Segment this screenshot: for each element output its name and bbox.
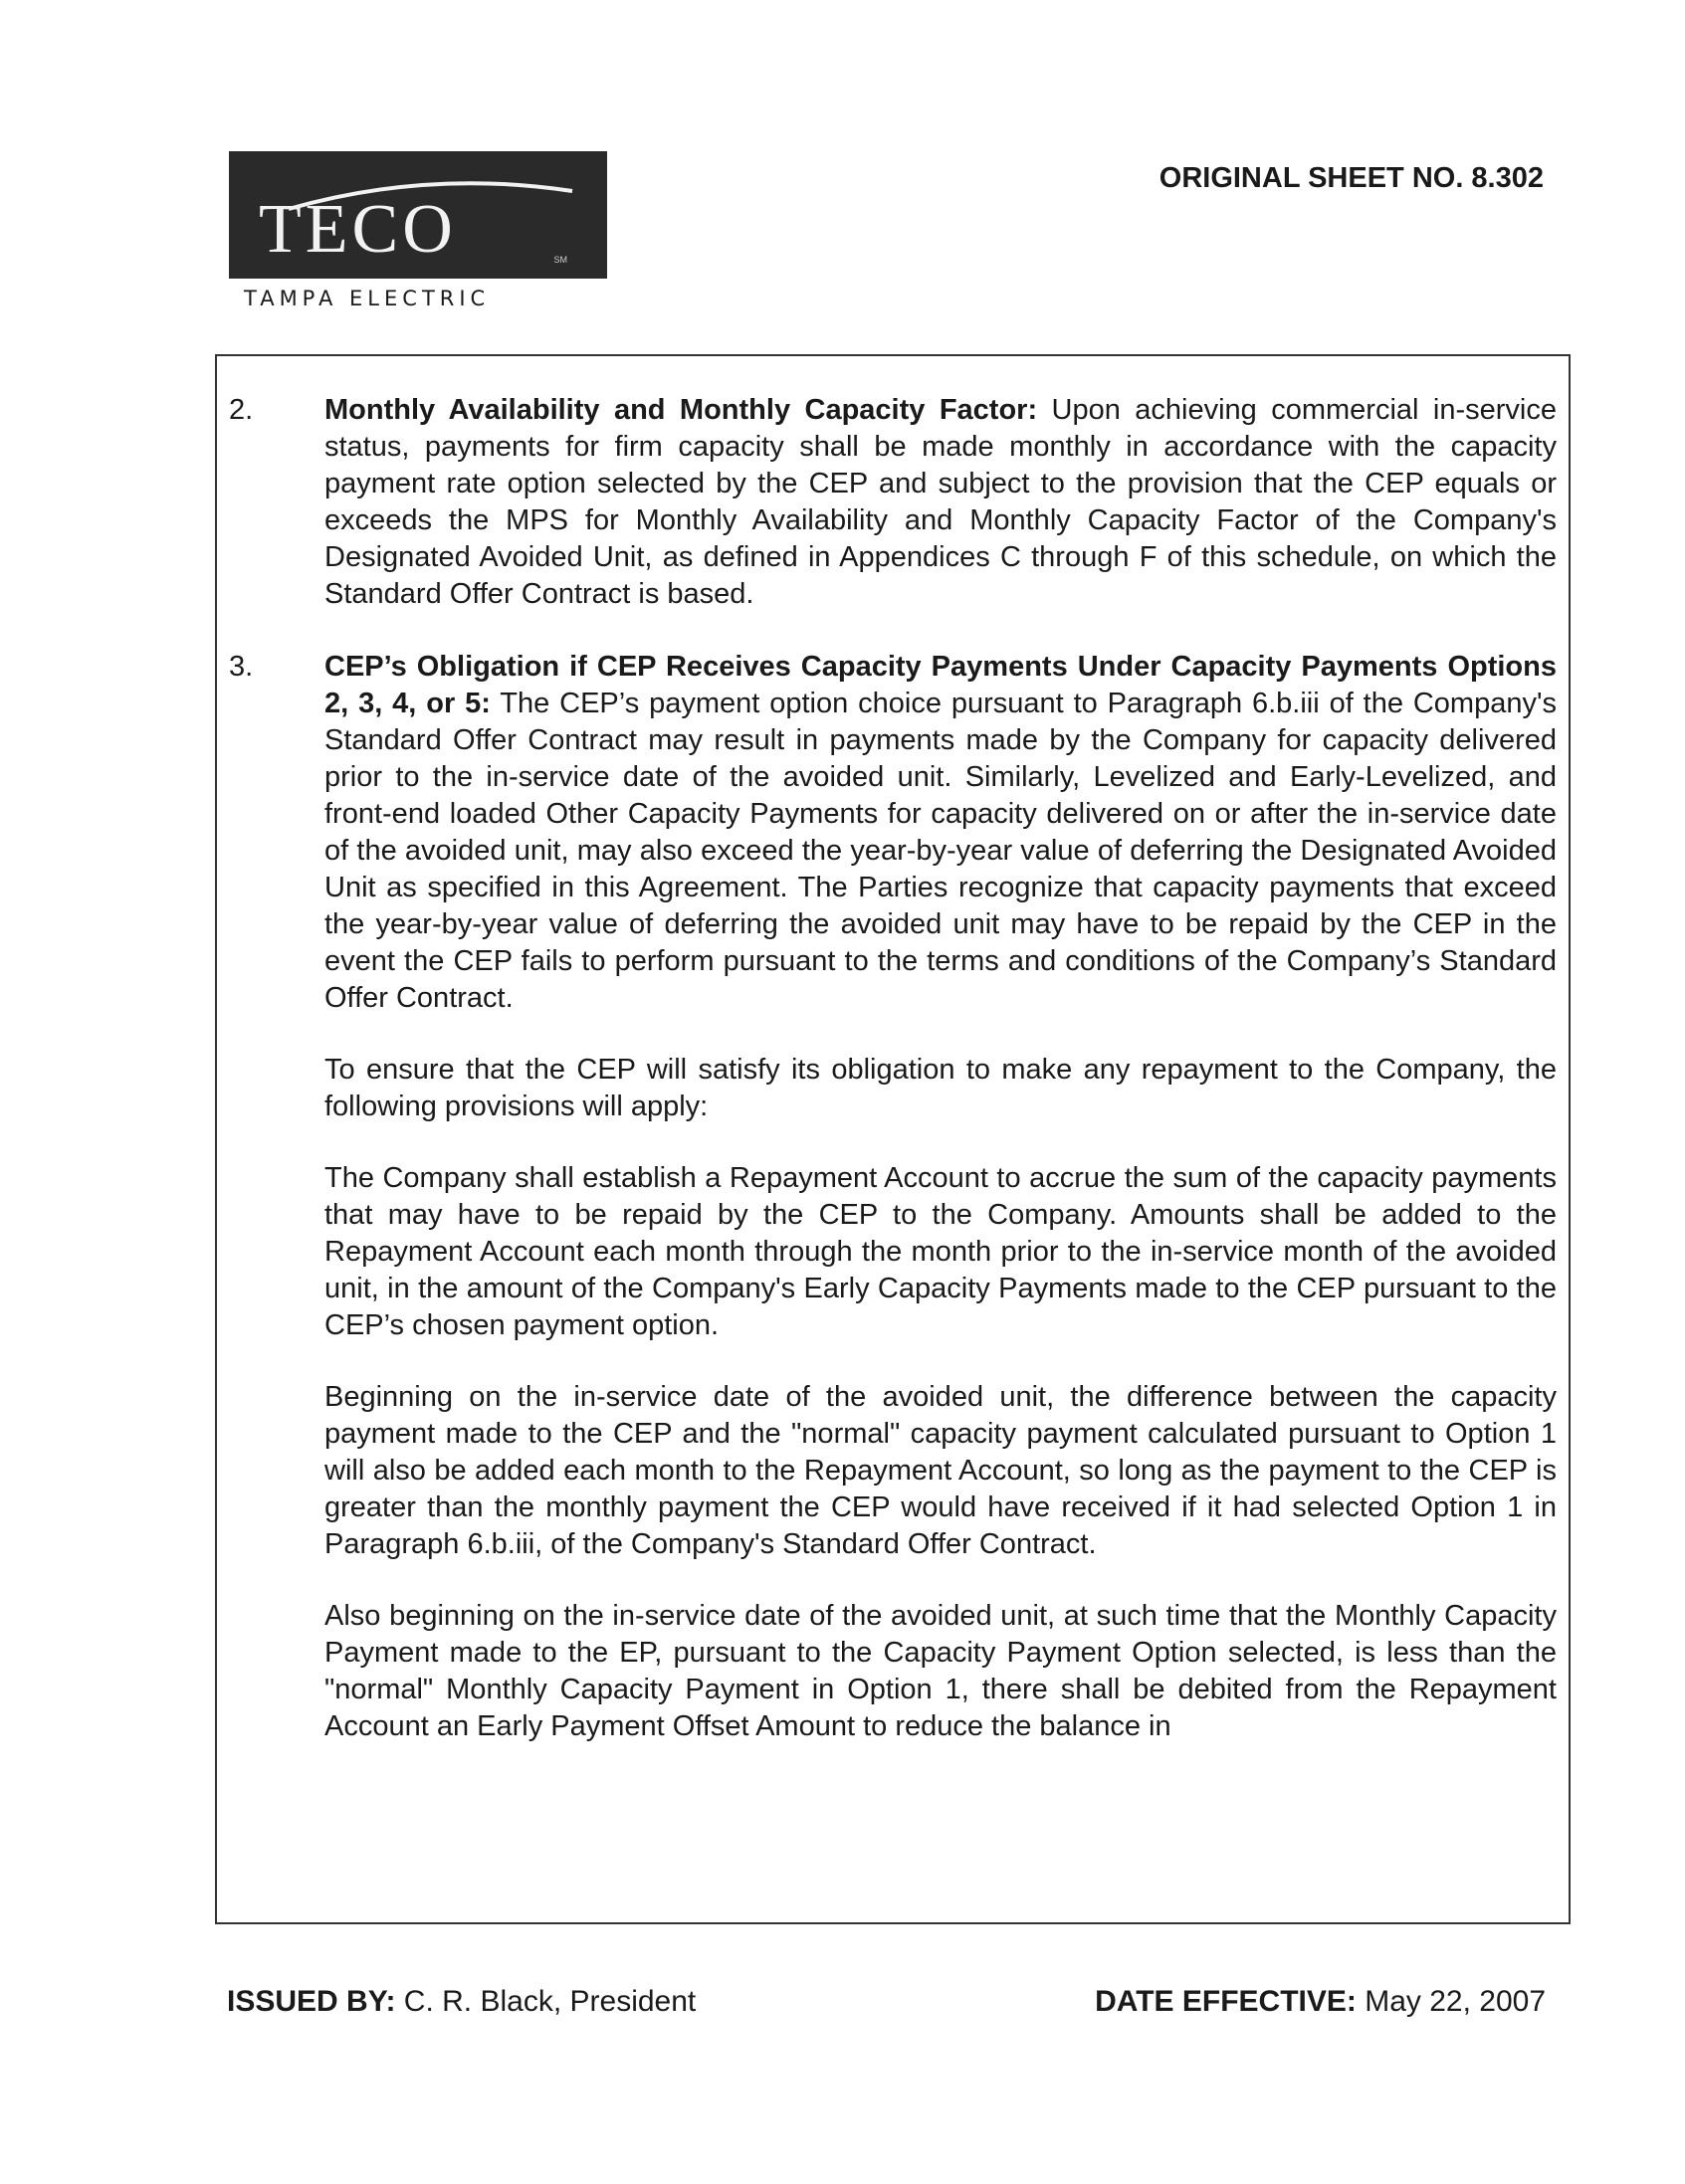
issued-by-value: C. R. Black, President <box>395 1985 697 2018</box>
issued-by-label: ISSUED BY: <box>227 1985 396 2018</box>
paragraph: To ensure that the CEP will satisfy its obligation to make any repayment to the Company, the following provisions will apply: <box>324 1054 1557 1122</box>
section-heading: CEP’s Obligation if CEP Receives Capacity Payments Under Capacity Payments Options 2, 3, 4, or 5: <box>324 651 1557 719</box>
section-number: 3. <box>229 651 254 683</box>
paragraph: Beginning on the in-service date of the avoided unit, the difference between the capacity payment made to the CEP and the "normal" capacity payment calculated pursuant to Option 1 will also be added each month to the Repayment Account, so long as the payment to the CEP is greater than the monthly payment the CEP would have received if it had selected Option 1 in Paragraph 6.b.iii, of the Company's Standard Offer Contract. <box>324 1381 1557 1560</box>
content-frame <box>215 354 1571 1924</box>
sheet-number: ORIGINAL SHEET NO. 8.302 <box>1158 162 1544 194</box>
section-number: 2. <box>229 394 254 426</box>
paragraph: Also beginning on the in-service date of the avoided unit, at such time that the Monthly Capacity Payment made to the EP, pursuant to the Capacity Payment Option selected, is less than the "normal" Monthly Capacity Payment in Option 1, there shall be debited from the Repayment Account an Early Payment Offset Amount to reduce the balance in <box>324 1600 1557 1742</box>
section-heading: Monthly Availability and Monthly Capacity Factor: <box>324 394 1038 426</box>
date-effective-value: May 22, 2007 <box>1356 1985 1546 2018</box>
section-body <box>324 649 1557 1780</box>
logo-subtitle: TAMPA ELECTRIC <box>244 287 491 310</box>
paragraph-text: The CEP’s payment option choice pursuant to Paragraph 6.b.iii of the Company's Standard Offer Contract may result in payments made by the Company for capacity delivered prior to the in-service date of the avoided unit. Similarly, Levelized and Early-Levelized, and front-end loaded Other Capacity Payments for capacity delivered on or after the in-service date of the avoided unit, may also exceed the year-by-year value of deferring the Designated Avoided Unit as specified in this Agreement. The Parties recognize that capacity payments that exceed the year-by-year value of deferring the avoided unit may have to be repaid by the CEP in the event the CEP fails to perform pursuant to the terms and conditions of the Company’s Standard Offer Contract. <box>324 688 1557 1014</box>
issued-by <box>227 1985 696 2019</box>
paragraph <box>324 392 1557 613</box>
date-effective <box>1095 1985 1546 2019</box>
logo-wordmark: TECO <box>259 191 457 268</box>
paragraph: The Company shall establish a Repayment Account to accrue the sum of the capacity payments that may have to be repaid by the CEP to the Company. Amounts shall be added to the Repayment Account each month through the month prior to the in-service month of the avoided unit, in the amount of the Company's Early Capacity Payments made to the CEP pursuant to the CEP’s chosen payment option. <box>324 1162 1557 1341</box>
logo-service-mark: SM <box>553 255 567 265</box>
teco-logo <box>229 151 607 279</box>
paragraph-text: Upon achieving commercial in-service status, payments for firm capacity shall be made monthly in accordance with the capacity payment rate option selected by the CEP and subject to the provision that the CEP equals or exceeds the MPS for Monthly Availability and Monthly Capacity Factor of the Company's Designated Avoided Unit, as defined in Appendices C through F of this schedule, on which the Standard Offer Contract is based. <box>324 394 1557 610</box>
date-effective-label: DATE EFFECTIVE: <box>1095 1985 1357 2018</box>
paragraph <box>324 649 1557 1017</box>
section-body <box>324 392 1557 648</box>
